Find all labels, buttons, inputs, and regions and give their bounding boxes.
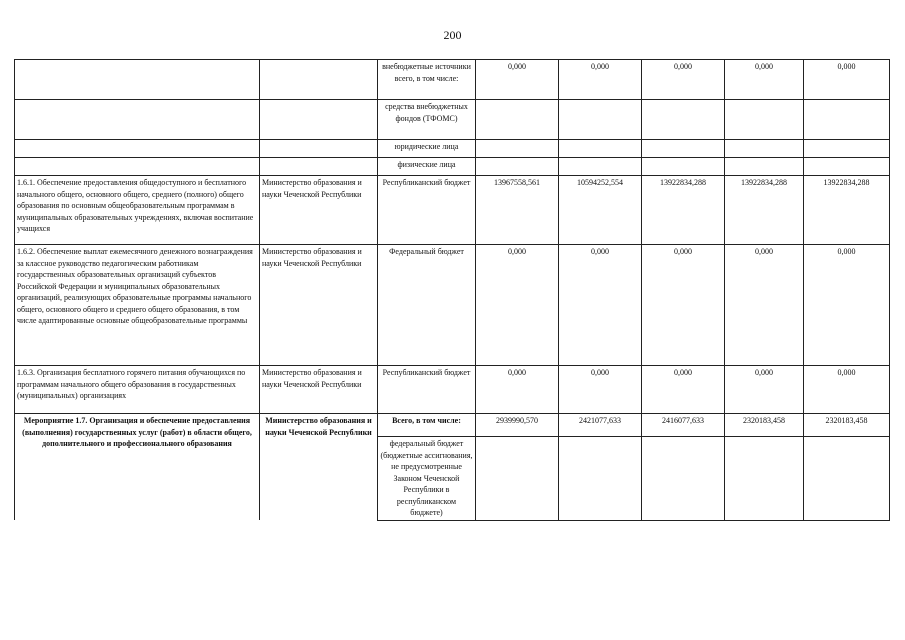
value-cell: 0,000 bbox=[559, 60, 642, 100]
executor-cell bbox=[260, 100, 378, 140]
value-cell bbox=[476, 100, 559, 140]
executor-cell bbox=[260, 158, 378, 176]
source-cell: Республиканский бюджет bbox=[378, 176, 476, 245]
value-cell bbox=[804, 140, 890, 158]
executor-cell: Министерство образования и науки Чеченской Республики bbox=[260, 176, 378, 245]
value-cell bbox=[642, 437, 725, 521]
source-cell: федеральный бюджет (бюджетные ассигнования, не предусмотренные Законом Чеченской Республики в республиканском бюджете) bbox=[378, 437, 476, 521]
executor-cell bbox=[260, 60, 378, 100]
source-cell: Федеральный бюджет bbox=[378, 245, 476, 366]
value-cell: 13922834,288 bbox=[804, 176, 890, 245]
value-cell: 0,000 bbox=[804, 245, 890, 366]
budget-table bbox=[14, 59, 890, 521]
value-cell: 0,000 bbox=[559, 366, 642, 414]
table-row bbox=[15, 140, 890, 158]
value-cell: 13967558,561 bbox=[476, 176, 559, 245]
event-cell: Мероприятие 1.7. Организация и обеспечение предоставления (выполнения) государственных услуг (работ) в области общего, дополнительного и профессионального образования bbox=[15, 414, 260, 521]
value-cell bbox=[559, 437, 642, 521]
value-cell: 0,000 bbox=[642, 366, 725, 414]
value-cell: 2421077,633 bbox=[559, 414, 642, 437]
value-cell bbox=[559, 100, 642, 140]
page-number: 200 bbox=[443, 28, 462, 42]
table-row bbox=[15, 176, 890, 245]
event-cell: 1.6.3. Организация бесплатного горячего питания обучающихся по программам начального общего образования в государственных (муниципальных) организациях bbox=[15, 366, 260, 414]
value-cell: 0,000 bbox=[476, 60, 559, 100]
value-cell bbox=[642, 100, 725, 140]
table-row bbox=[15, 366, 890, 414]
value-cell bbox=[804, 158, 890, 176]
value-cell: 0,000 bbox=[476, 366, 559, 414]
value-cell: 0,000 bbox=[725, 60, 804, 100]
event-cell: 1.6.2. Обеспечение выплат ежемесячного денежного вознаграждения за классное руководство педагогическим работникам государственных образовательных организаций субъектов Российской Федерации и муниципальных образовательных организаций, реализующих образовательные программы начального общего, основного общего и среднего общего образования, в том числе адаптированные основные общеобразовательные программы bbox=[15, 245, 260, 366]
value-cell: 2416077,633 bbox=[642, 414, 725, 437]
executor-cell: Министерство образования и науки Чеченской Республики bbox=[260, 245, 378, 366]
source-cell: Республиканский бюджет bbox=[378, 366, 476, 414]
event-cell bbox=[15, 100, 260, 140]
value-cell: 0,000 bbox=[476, 245, 559, 366]
value-cell bbox=[476, 437, 559, 521]
executor-cell bbox=[260, 140, 378, 158]
value-cell bbox=[725, 158, 804, 176]
value-cell bbox=[559, 140, 642, 158]
event-cell: 1.6.1. Обеспечение предоставления общедоступного и бесплатного начального общего, основного общего, среднего (полного) общего образования по основным общеобразовательным программам в муниципальных образовательных учреждениях, включая воспитание учащихся bbox=[15, 176, 260, 245]
value-cell: 0,000 bbox=[804, 366, 890, 414]
table-row bbox=[15, 100, 890, 140]
value-cell: 0,000 bbox=[642, 245, 725, 366]
value-cell bbox=[642, 140, 725, 158]
executor-cell: Министерство образования и науки Чеченской Республики bbox=[260, 414, 378, 521]
value-cell: 2320183,458 bbox=[804, 414, 890, 437]
value-cell: 13922834,288 bbox=[725, 176, 804, 245]
source-cell: средства внебюджетных фондов (ТФОМС) bbox=[378, 100, 476, 140]
executor-cell: Министерство образования и науки Чеченской Республики bbox=[260, 366, 378, 414]
value-cell bbox=[476, 140, 559, 158]
value-cell bbox=[642, 158, 725, 176]
event-cell bbox=[15, 158, 260, 176]
source-cell: юридические лица bbox=[378, 140, 476, 158]
value-cell: 0,000 bbox=[804, 60, 890, 100]
table-row bbox=[15, 414, 890, 437]
event-cell bbox=[15, 140, 260, 158]
value-cell bbox=[559, 158, 642, 176]
value-cell: 2320183,458 bbox=[725, 414, 804, 437]
value-cell: 0,000 bbox=[559, 245, 642, 366]
event-cell bbox=[15, 60, 260, 100]
source-cell: внебюджетные источники всего, в том числе: bbox=[378, 60, 476, 100]
value-cell bbox=[804, 437, 890, 521]
source-cell: физические лица bbox=[378, 158, 476, 176]
value-cell: 2939990,570 bbox=[476, 414, 559, 437]
table-row bbox=[15, 245, 890, 366]
table-row bbox=[15, 60, 890, 100]
value-cell: 0,000 bbox=[642, 60, 725, 100]
value-cell: 10594252,554 bbox=[559, 176, 642, 245]
table-row bbox=[15, 158, 890, 176]
value-cell: 0,000 bbox=[725, 245, 804, 366]
value-cell: 0,000 bbox=[725, 366, 804, 414]
value-cell bbox=[804, 100, 890, 140]
value-cell bbox=[725, 140, 804, 158]
value-cell: 13922834,288 bbox=[642, 176, 725, 245]
value-cell bbox=[725, 100, 804, 140]
source-cell: Всего, в том числе: bbox=[378, 414, 476, 437]
value-cell bbox=[725, 437, 804, 521]
value-cell bbox=[476, 158, 559, 176]
